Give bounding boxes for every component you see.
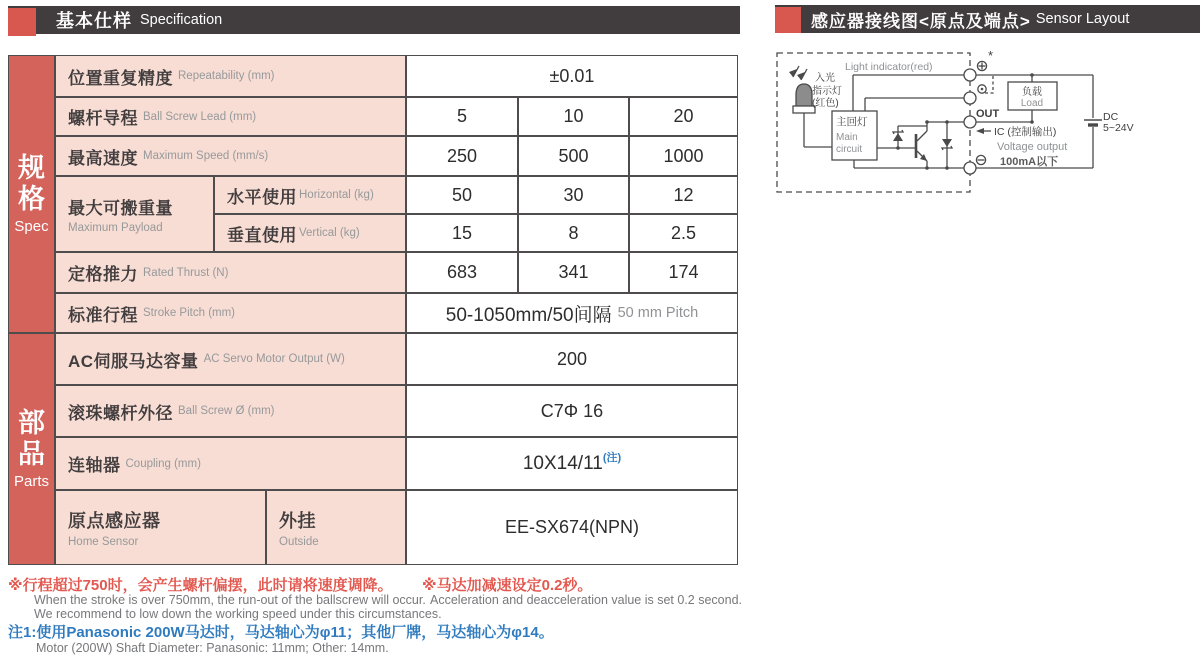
current-limit-label: 100mA以下 (1000, 156, 1059, 168)
light-in-arrows-icon (789, 66, 807, 80)
ball-screw-dia-label-en: Ball Screw Ø (mm) (178, 405, 275, 417)
out-label: OUT (976, 108, 1000, 120)
stroke-label-zh: 标准行程 (68, 305, 138, 325)
payload-vertical-label (214, 214, 406, 252)
sensor-header-accent-square (775, 7, 801, 33)
stroke-value-sub: 50 mm Pitch (617, 305, 699, 321)
section-spec-en: Spec (14, 217, 49, 235)
coupling-value (406, 437, 738, 490)
light-indicator-label: Light indicator(red) (845, 61, 933, 73)
rated-thrust-value-2: 341 (518, 252, 629, 293)
ball-screw-lead-value-1: 5 (406, 97, 518, 136)
repeatability-value: ±0.01 (406, 55, 738, 97)
minus-terminal-icon (976, 155, 985, 164)
row-max-speed-label (55, 136, 406, 176)
home-sensor-label-zh: 原点感应器 (68, 511, 161, 531)
max-speed-label-zh: 最高速度 (68, 148, 138, 168)
main-circuit-label-en1: Main (836, 132, 858, 143)
payload-horizontal-label (214, 176, 406, 214)
rated-thrust-value-1: 683 (406, 252, 518, 293)
max-speed-label-en: Maximum Speed (mm/s) (143, 150, 269, 162)
main-circuit-label-zh: 主回灯 (836, 116, 868, 128)
motor-output-label-zh: AC伺服马达容量 (68, 351, 199, 371)
sensor-header-title-zh: 感应器接线图<原点及端点> (811, 11, 1031, 31)
battery-icon (1084, 120, 1102, 125)
max-payload-label-en: Maximum Payload (68, 222, 163, 234)
led-label-line1: 入光 (815, 73, 835, 84)
sensor-header-bar (775, 5, 1200, 33)
payload-vertical-en: Vertical (kg) (299, 227, 360, 239)
row-coupling-label (55, 437, 406, 490)
payload-horizontal-value-2: 30 (518, 176, 629, 214)
row-max-payload-label (55, 176, 214, 252)
led-label-line2: 指示灯 (812, 86, 842, 97)
note-motor-zh: 注1:使用Panasonic 200W马达时，马达轴心为φ11；其他厂牌，马达轴心为φ14。 (8, 624, 554, 641)
payload-horizontal-zh: 水平使用 (227, 187, 297, 207)
home-sensor-mount-zh: 外挂 (279, 511, 316, 531)
motor-output-label-en: AC Servo Motor Output (W) (203, 353, 345, 365)
max-speed-value-3: 1000 (629, 136, 738, 176)
ball-screw-lead-label-zh: 螺杆导程 (68, 109, 138, 128)
rated-thrust-label-en: Rated Thrust (N) (143, 266, 229, 279)
ic-label: IC (控制输出) (994, 126, 1057, 138)
ball-screw-lead-value-3: 20 (629, 97, 738, 136)
rated-thrust-label-zh: 定格推力 (68, 265, 138, 284)
stroke-label-en: Stroke Pitch (mm) (143, 307, 236, 319)
ball-screw-lead-label-en: Ball Screw Lead (mm) (143, 110, 257, 123)
home-sensor-mount-label (266, 490, 406, 565)
row-rated-thrust-label (55, 252, 406, 293)
section-parts-char2: 品 (18, 438, 45, 469)
section-parts-char1: 部 (18, 408, 45, 439)
rated-thrust-value-3: 174 (629, 252, 738, 293)
sensor-header-title-en: Sensor Layout (1035, 11, 1130, 27)
coupling-label-en: Coupling (mm) (125, 457, 201, 470)
section-parts-en: Parts (13, 472, 49, 490)
zener-diode-left-icon (893, 130, 903, 141)
repeatability-label-en: Repeatability (mm) (178, 70, 275, 82)
section-spec-char1: 规 (18, 153, 45, 184)
spec-header-bar (8, 6, 740, 34)
payload-vertical-value-3: 2.5 (629, 214, 738, 252)
led-label-line3: (红色) (812, 98, 839, 109)
note-stroke-en1: When the stroke is over 750mm, the run-out of the ballscrew will occur. (34, 593, 426, 607)
coupling-label-zh: 连轴器 (68, 456, 121, 475)
ball-screw-dia-value: C7Φ 16 (406, 385, 738, 437)
coupling-value-main: 10X14/11 (522, 452, 603, 474)
payload-horizontal-value-1: 50 (406, 176, 518, 214)
note-stroke-zh: ※行程超过750时，会产生螺杆偏摆，此时请将速度调降。 (8, 577, 393, 594)
stroke-value (406, 293, 738, 333)
home-sensor-mount-en: Outside (279, 536, 319, 548)
row-ball-screw-lead-label (55, 97, 406, 136)
ball-screw-lead-value-2: 10 (518, 97, 629, 136)
row-stroke-label (55, 293, 406, 333)
plus-terminal-icon (977, 61, 986, 70)
dc-label: DC (1103, 111, 1119, 123)
load-label-en: Load (1020, 98, 1044, 109)
indicator-terminal-icon (978, 76, 993, 93)
repeatability-label-zh: 位置重复精度 (68, 68, 173, 88)
sensor-wiring-diagram (770, 40, 1200, 205)
zener-diode-right-icon (942, 139, 952, 150)
payload-horizontal-en: Horizontal (kg) (299, 189, 374, 201)
asterisk-mark: * (988, 48, 994, 63)
spec-header-title-en: Specification (140, 12, 223, 28)
payload-vertical-value-1: 15 (406, 214, 518, 252)
load-label-zh: 负载 (1022, 87, 1042, 98)
spec-header-accent-square (8, 8, 36, 36)
main-circuit-label-en2: circuit (836, 144, 863, 155)
payload-vertical-value-2: 8 (518, 214, 629, 252)
section-label-parts (8, 333, 55, 565)
transistor-icon (916, 122, 927, 168)
row-ball-screw-dia-label (55, 385, 406, 437)
home-sensor-value: EE-SX674(NPN) (406, 490, 738, 565)
row-motor-output-label (55, 333, 406, 385)
stroke-value-main: 50-1050mm/50间隔 (445, 304, 612, 326)
section-spec-char2: 格 (18, 183, 45, 214)
note-stroke-en2: We recommend to low down the working speed under this circumstances. (34, 607, 442, 621)
row-home-sensor-label (55, 490, 266, 565)
note-accel-en: Acceleration and deacceleration value is set 0.2 second. (430, 593, 742, 607)
note-accel-zh: ※马达加减速设定0.2秒。 (422, 577, 593, 594)
max-payload-label-zh: 最大可搬重量 (68, 199, 173, 218)
spec-header-title-zh: 基本仕样 (56, 11, 132, 31)
payload-horizontal-value-3: 12 (629, 176, 738, 214)
max-speed-value-2: 500 (518, 136, 629, 176)
ic-arrow-icon (976, 128, 991, 134)
ball-screw-dia-label-zh: 滚珠螺杆外径 (68, 403, 173, 423)
dc-voltage-label: 5~24V (1103, 122, 1134, 134)
section-label-spec (8, 55, 55, 333)
payload-vertical-zh: 垂直使用 (227, 225, 297, 245)
note-motor-en: Motor (200W) Shaft Diameter: Panasonic: 11mm; Other: 14mm. (36, 641, 389, 655)
row-repeatability-label (55, 55, 406, 97)
motor-output-value: 200 (406, 333, 738, 385)
home-sensor-label-en: Home Sensor (68, 536, 139, 548)
coupling-note-ref: (注) (602, 451, 622, 464)
voltage-output-label: Voltage output (997, 141, 1068, 153)
max-speed-value-1: 250 (406, 136, 518, 176)
